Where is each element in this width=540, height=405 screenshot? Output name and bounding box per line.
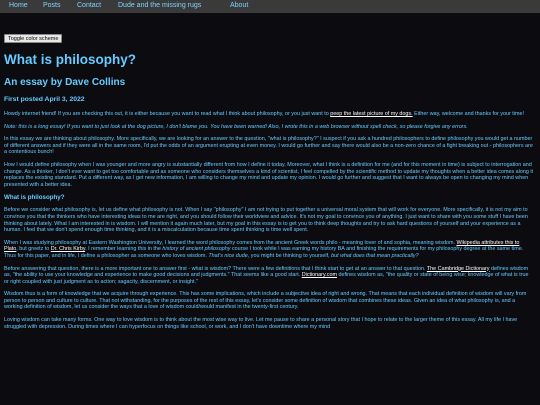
page-title: What is philosophy? <box>4 52 136 67</box>
intro-text-b: Either way, welcome and thanks for your time! <box>412 111 524 117</box>
dictionary-com-link[interactable]: Dictionary.com <box>301 272 337 279</box>
dog-picture-link[interactable]: peep the latest picture of my dogs. <box>330 111 413 117</box>
intro-paragraph <box>4 111 534 118</box>
p6-text-a: When I was studying philosophy at Eastern Washington University, I learned the word philosophy comes from the ancient Greek words philo - meaning lover of and sophia, meaning wisdom. <box>4 239 457 246</box>
paragraph-7 <box>4 266 534 286</box>
p6-text-b: , but greetz to <box>16 246 51 253</box>
nav-home-link[interactable]: Home <box>9 2 28 9</box>
p6-text-e: , you might be thinking to yourself, <box>247 252 332 259</box>
p7-text-c: defines wisdom as, "the quality or state of being wise; knowledge of what is true or right coupled with just judgment as to action; sagacity, discernment, or insight." <box>4 272 529 285</box>
paragraph-3: In this essay we are thinking about philosophy. More specifically, we are looking for an answer to the question, "what is philosophy?" I suspect if you ask a hundred philosophers to define philosophy you would get a number of different answers and if they were all in the same room, I'd put the odds of an argument erupting at even money. I would go further and say there would also be a non-zero chance of a fight breaking out - philosophers are a contentious bunch! <box>4 136 533 156</box>
essay-content <box>4 52 534 336</box>
top-navbar <box>0 0 540 13</box>
essay-subtitle: An essay by Dave Collins <box>4 77 126 88</box>
p6-emphasis-1: history of ancient philosophy <box>162 246 231 253</box>
nav-dude-link[interactable]: Dude and the missing rugs <box>118 2 202 9</box>
paragraph-5: Before we consider what philosophy is, let us define what philosophy is not. When I say "philosophy" I am not trying to put together a universal moral system that will work for everyone. More specifically, it is not my aim to convince you that the thinkers who have interesting ideas to me are right, and you should follow their worldview and advice. It's not my goal to convince you of anything. I just want to share with you some stuff I have been thinking about lately. What I am interested in is wisdom. I will mention it again much later, but my goal in this essay is to get you to think deep thoughts and try to ask hard questions of yourself and your experience as a human. I feel that we don't spend enough time thinking, and it is a miscalculation because time spent thinking is time well spent. <box>4 207 528 234</box>
nav-contact-link[interactable]: Contact <box>77 2 102 9</box>
note-text: Note: this is a long essay! If you want to just look at the dog picture, I don't blame you. You have been warned! Also, I wrote this in a web browser without spell check, so please forgive any errors. <box>4 123 468 130</box>
p6-text-d: course I took while I was earning my history BA and finishing the requirements for my philosophy degree at the same time. Thus for this paper, and in life, I define a philosopher as someone who loves wisdom. <box>4 246 524 259</box>
p6-emphasis-2: That's nice dude <box>208 252 248 259</box>
paragraph-9: Loving wisdom can take many forms. One way to love wisdom is to think about the most wise way to live. Let me pause to share a personal story that I hope to relate to the larger theme of this essay. All my life I have struggled with depression. During times where I can hyperfocus on things like school, or work, and I don't have downtime where my mind <box>4 317 518 330</box>
nav-posts-link[interactable]: Posts <box>43 2 61 9</box>
chris-kirby-link[interactable]: Dr. Chris Kirby <box>50 246 86 253</box>
paragraph-4: How I would define philosophy when I was younger and more angry is substantially different from how I define it today. Moreover, what I think is a definition for me (and for this moment in time) is subject to interrogation and change. As a thinker, I don't ever want to get too comfortable and as someone who considers themselves a kind of scientist, I feel compelled by the scientific method to update my thoughts when a better idea comes along it replaces the existing standard. Put a different way, as I get new information, I am willing to change my mind and update my opinion. I would go further and suggest that I want to always be open to changing my mind when presented with a better idea. <box>4 161 534 188</box>
toggle-color-scheme-button[interactable]: Toggle color scheme <box>4 34 62 43</box>
p7-text-a: Before answering that question, there is a more important one to answer first - what is wisdom? There were a few definitions that I think start to get at an answer to that question. <box>4 265 427 272</box>
paragraph-8: Wisdom thus is a form of knowledge that we acquire through experience. This has some implications, which include a subjective idea of right and wrong. That means that each individual definition of wisdom will vary from person to person and culture to culture. That not withstanding, for the purposes of the rest of this essay, let's consider some definition of wisdom that combines these ideas. Given an idea of what philosophy is, and a working definition of wisdom, let us consider the ways that a love of wisdom could/would manifest in the twenty-first century. <box>4 291 527 311</box>
cambridge-dictionary-link[interactable]: The Cambridge Dictionary <box>426 265 490 272</box>
p6-text-c: . I remember learning this in the <box>85 246 163 253</box>
paragraph-6 <box>4 240 534 260</box>
p6-emphasis-3: but what does that mean practically? <box>331 252 419 259</box>
intro-text-a: Howdy internet friend! If you are checking this out, it is either because you want to read what I think about philosophy, or you just want to <box>4 111 331 117</box>
posted-date: First posted April 3, 2022 <box>4 96 85 103</box>
wikipedia-plato-link[interactable]: Wikipedia attributes this to Plato <box>4 239 520 253</box>
section-heading-what-is-philosophy: What is philosophy? <box>4 194 65 202</box>
p7-text-b: defines wisdom as, "the ability to use your knowledge and experience to make good decisions and judgments." That seems like a good start. <box>4 265 529 279</box>
nav-about-link[interactable]: About <box>230 2 249 9</box>
note-paragraph <box>4 124 534 131</box>
